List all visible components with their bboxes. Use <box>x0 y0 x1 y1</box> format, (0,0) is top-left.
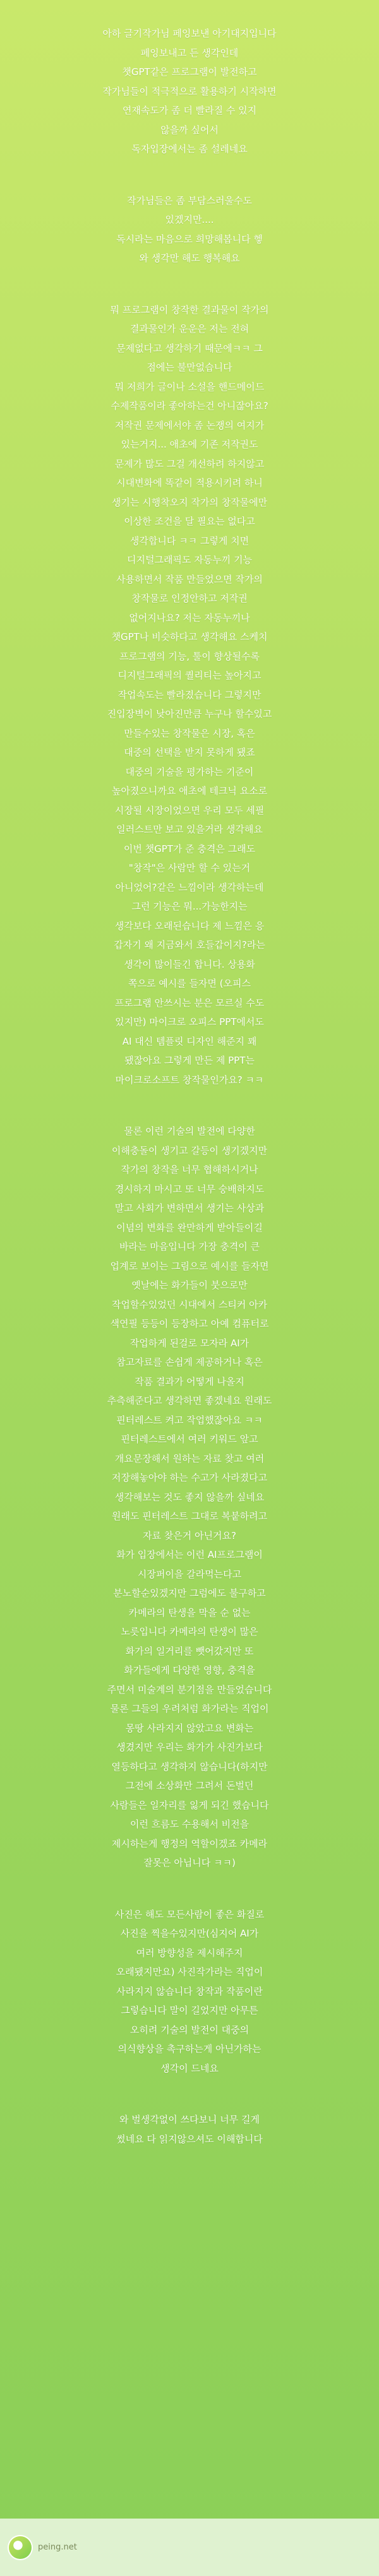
answer-line: 시장될 시장이었으면 우리 모두 세필 <box>114 804 265 816</box>
answer-line: 대중의 기술을 평가하는 기준이 <box>125 766 254 778</box>
answer-line: 사진을 찍을수있지만(심지어 AI가 <box>120 1928 259 1939</box>
answer-line: 높아졌으니까요 애초에 테크닉 요소로 <box>111 785 268 797</box>
answer-line: 창작물로 인정안하고 저작권 <box>131 593 248 604</box>
answer-line: 결과물인가 운운은 저는 전혀 <box>129 323 250 335</box>
answer-line: 갑자기 왜 지금와서 호들갑이지?라는 <box>114 939 265 951</box>
answer-line: 페잉보내고 든 생각인데 <box>140 47 239 59</box>
answer-line: 이상한 조건을 달 필요는 없다고 <box>124 516 255 527</box>
answer-line: 그렇습니다 말이 길었지만 아무튼 <box>121 2005 258 2016</box>
answer-line: 몽땅 사라지지 않았고요 변화는 <box>125 1722 254 1734</box>
answer-line: 바라는 마음입니다 가장 충격이 큰 <box>119 1241 260 1252</box>
answer-line: 생각합니다 ㅋㅋ 그렇게 치면 <box>129 535 250 547</box>
answer-line: 독자입장에서는 좀 설레네요 <box>131 143 248 155</box>
answer-line: "창작"은 사람만 할 수 있는거 <box>128 862 251 874</box>
answer-line: 생겼지만 우리는 화가가 사진가보다 <box>116 1742 263 1753</box>
answer-line: 않을까 싶어서 <box>160 124 219 136</box>
answer-line: 생기는 시행착오지 작가의 창작물에만 <box>111 496 268 508</box>
answer-line: 저작권 문제에서야 좀 논쟁의 여지가 <box>114 419 265 431</box>
answer-paragraph <box>0 2110 379 2149</box>
answer-line: 원래도 핀터레스트 그대로 복붙하려고 <box>111 1511 268 1522</box>
site-link[interactable]: peing.net <box>38 2543 77 2552</box>
answer-line: 작업속도는 빨라졌습니다 그렇지만 <box>117 689 262 701</box>
answer-line: 문제없다고 생각하기 때문에ㅋㅋ 그 <box>116 342 263 354</box>
answer-line: 이념의 변화를 완만하게 받아들이길 <box>116 1221 263 1233</box>
answer-line: 제시하는게 행정의 역할이겠죠 카메라 <box>111 1837 268 1849</box>
answer-line: 생각해보는 것도 좋지 않을까 싶네요 <box>114 1491 265 1503</box>
answer-line: 주면서 미술계의 분기점을 만들었습니다 <box>107 1683 272 1695</box>
answer-line: 작가의 창작을 너무 협해하시거나 <box>121 1164 258 1175</box>
answer-line: 있겠지만.... <box>165 214 214 225</box>
answer-line: AI 대신 템플릿 디자인 해준지 꽤 <box>122 1035 257 1047</box>
answer-line: 분노할순있겠지만 그럼에도 불구하고 <box>113 1588 266 1599</box>
footer-bar <box>0 2519 379 2576</box>
answer-line: 자료 찾은거 아닌거요? <box>143 1529 236 1541</box>
answer-line: 색연필 등등이 등장하고 아예 컴퓨터로 <box>110 1318 269 1329</box>
answer-line: 물론 이런 기술의 발전에 다양한 <box>124 1125 255 1137</box>
answer-line: 아하 글기작가님 페잉보낸 아기대지입니다 <box>102 28 277 39</box>
answer-line: 마이크로소프트 창작물인가요? ㅋㅋ <box>115 1074 264 1086</box>
answer-line: 노릇입니다 카메라의 탄생이 많은 <box>121 1626 258 1637</box>
answer-line: 시장퍼이을 갈라먹는다고 <box>137 1568 242 1580</box>
answer-line: 점에는 불만없습니다 <box>147 362 232 373</box>
answer-line: 화가 입장에서는 이런 AI프로그램이 <box>116 1549 263 1560</box>
answer-line: 그런 기능은 뭐...가능한지는 <box>131 901 248 912</box>
answer-line: 작품 결과가 어떻게 나올지 <box>135 1375 244 1387</box>
answer-line: 뭐 저희가 글이나 소설을 핸드메이드 <box>114 381 265 393</box>
answer-line: 여러 방향성을 제시해주지 <box>136 1947 243 1959</box>
answer-line: 이해충돌이 생기고 갈등이 생기겠지만 <box>111 1144 268 1156</box>
answer-line: 사진은 해도 모든사람이 좋은 화질로 <box>114 1908 265 1920</box>
answer-line: 이번 챗GPT가 준 충격은 그래도 <box>123 843 256 855</box>
answer-line: 화가의 일거리를 뺏어갔지만 또 <box>125 1645 254 1657</box>
answer-line: 카메라의 탄생을 막을 순 없는 <box>128 1606 251 1618</box>
answer-line: 오래됐지만요) 사진작가라는 직업이 <box>116 1966 263 1978</box>
answer-paragraph <box>0 191 379 268</box>
answer-line: 이런 흐름도 수용해서 비전을 <box>129 1819 250 1830</box>
answer-line: 작가님들이 적극적으로 활용하기 시작하면 <box>102 85 277 97</box>
answer-line: 그전에 소상화만 그려서 돈벌던 <box>125 1780 254 1791</box>
answer-line: 문제가 많도 그걸 개선하려 하지않고 <box>114 458 265 470</box>
answer-line: 옛날에는 화가들이 붓으로만 <box>131 1279 248 1291</box>
answer-line: 독시라는 마음으로 희망해봅니다 헿 <box>116 233 263 245</box>
answer-line: 시대변화에 똑같이 적용시키려 하니 <box>116 477 263 489</box>
answer-line: 경시하지 마시고 또 너무 숭배하지도 <box>114 1183 265 1195</box>
answer-line: 프로그램 안쓰시는 분은 모르실 수도 <box>114 997 265 1009</box>
answer-line: 저장해놓아야 하는 수고가 사라졌다고 <box>111 1472 268 1483</box>
answer-line: 쪽으로 예시를 들자면 (오피스 <box>128 978 251 989</box>
answer-line: 잘못은 아닙니다 ㅋㅋ) <box>143 1857 236 1868</box>
answer-line: 디지털그래픽의 퀄리티는 높아지고 <box>117 670 262 681</box>
answer-line: 됐잖아요 그렇게 만든 제 PPT는 <box>124 1055 255 1066</box>
answer-line: 와 벌생각없이 쓰다보니 너무 길게 <box>119 2114 260 2125</box>
answer-line: 생각이 많이들긴 합니다. 상용화 <box>124 958 255 970</box>
answer-line: 있는거지... 애초에 기존 저작권도 <box>121 439 258 450</box>
answer-line: 진입장벽이 낮아진만큼 누구나 할수있고 <box>107 708 272 720</box>
answer-line: 생각이 드네요 <box>160 2062 219 2074</box>
answer-line: 일러스트만 보고 있을거라 생각해요 <box>116 824 263 835</box>
answer-line: 업계로 보이는 그림으로 예시를 들자면 <box>110 1260 269 1272</box>
answer-line: 물론 그들의 우려처럼 화가라는 직업이 <box>110 1703 269 1714</box>
answer-line: 수제작품이라 좋아하는건 아니잖아요? <box>111 400 268 412</box>
answer-line: 썼네요 다 읽지않으셔도 이해합니다 <box>116 2133 263 2145</box>
answer-line: 사람들은 일자리를 잃게 되긴 했습니다 <box>110 1799 269 1811</box>
answer-line: 사용하면서 작품 만들었으면 작가의 <box>116 573 263 585</box>
answer-line: 말고 사회가 변하면서 생기는 사상과 <box>114 1202 265 1214</box>
answer-line: 아니었어?같은 느낌이라 생각하는데 <box>115 881 264 893</box>
answer-line: 챗GPT같은 프로그램이 발전하고 <box>122 66 257 78</box>
answer-line: 핀터레스트 켜고 작업했잖아요 ㅋㅋ <box>116 1414 263 1426</box>
answer-line: 참고자료를 손쉽게 제공하거나 혹은 <box>116 1356 263 1368</box>
answer-paragraph <box>0 1905 379 2079</box>
answer-line: 의식향상을 촉구하는게 아닌가하는 <box>117 2043 262 2055</box>
answer-line: 챗GPT나 비슷하다고 생각해요 스케치 <box>111 631 268 643</box>
answer-line: 개요문장해서 원하는 자료 찾고 여러 <box>114 1452 265 1464</box>
answer-paragraph <box>0 300 379 1090</box>
answer-line: 오히려 기술의 발전이 대중의 <box>129 2024 250 2036</box>
answer-line: 추측해준다고 생각하면 좋겠네요 원래도 <box>107 1395 272 1406</box>
answer-line: 디지털그래픽도 자동누끼 기능 <box>127 554 252 566</box>
answer-line: 없어지나요? 저는 자동누끼나 <box>129 612 250 624</box>
answer-line: 열등하다고 생각하지 않습니다(하지만 <box>111 1760 268 1772</box>
answer-line: 있지만) 마이크로 오피스 PPT에서도 <box>115 1016 264 1028</box>
answer-line: 프로그램의 기능, 툴이 향상될수록 <box>119 650 260 662</box>
answer-line: 작가님들은 좀 부담스러울수도 <box>127 194 252 206</box>
peing-logo-icon[interactable] <box>9 2536 32 2559</box>
answer-line: 작업하게 된걸로 모자라 AI가 <box>129 1337 250 1349</box>
answer-paragraph <box>0 1122 379 1873</box>
answer-line: 대중의 선택을 받지 못하게 됐죠 <box>124 747 255 758</box>
answer-paragraph <box>0 24 379 159</box>
answer-line: 핀터레스트에서 여러 키워드 앞고 <box>121 1433 258 1445</box>
answer-line: 만들수있는 창작물은 시장, 혹은 <box>124 727 255 739</box>
answer-line: 뭐 프로그램이 창작한 결과물이 작가의 <box>110 304 269 316</box>
answer-line: 와 생각만 해도 행복해요 <box>139 252 240 264</box>
answer-line: 사라지지 않습니다 창작과 작품이란 <box>116 1985 263 1997</box>
answer-line: 연재속도가 좀 더 빨라질 수 있지 <box>122 105 257 116</box>
answer-line: 생각보다 오래된습니다 제 느낌은 응 <box>114 920 265 932</box>
answer-line: 작업할수있었던 시대에서 스티커 아카 <box>111 1298 268 1310</box>
answer-line: 화가들에게 다양한 영향, 충격을 <box>124 1665 255 1676</box>
